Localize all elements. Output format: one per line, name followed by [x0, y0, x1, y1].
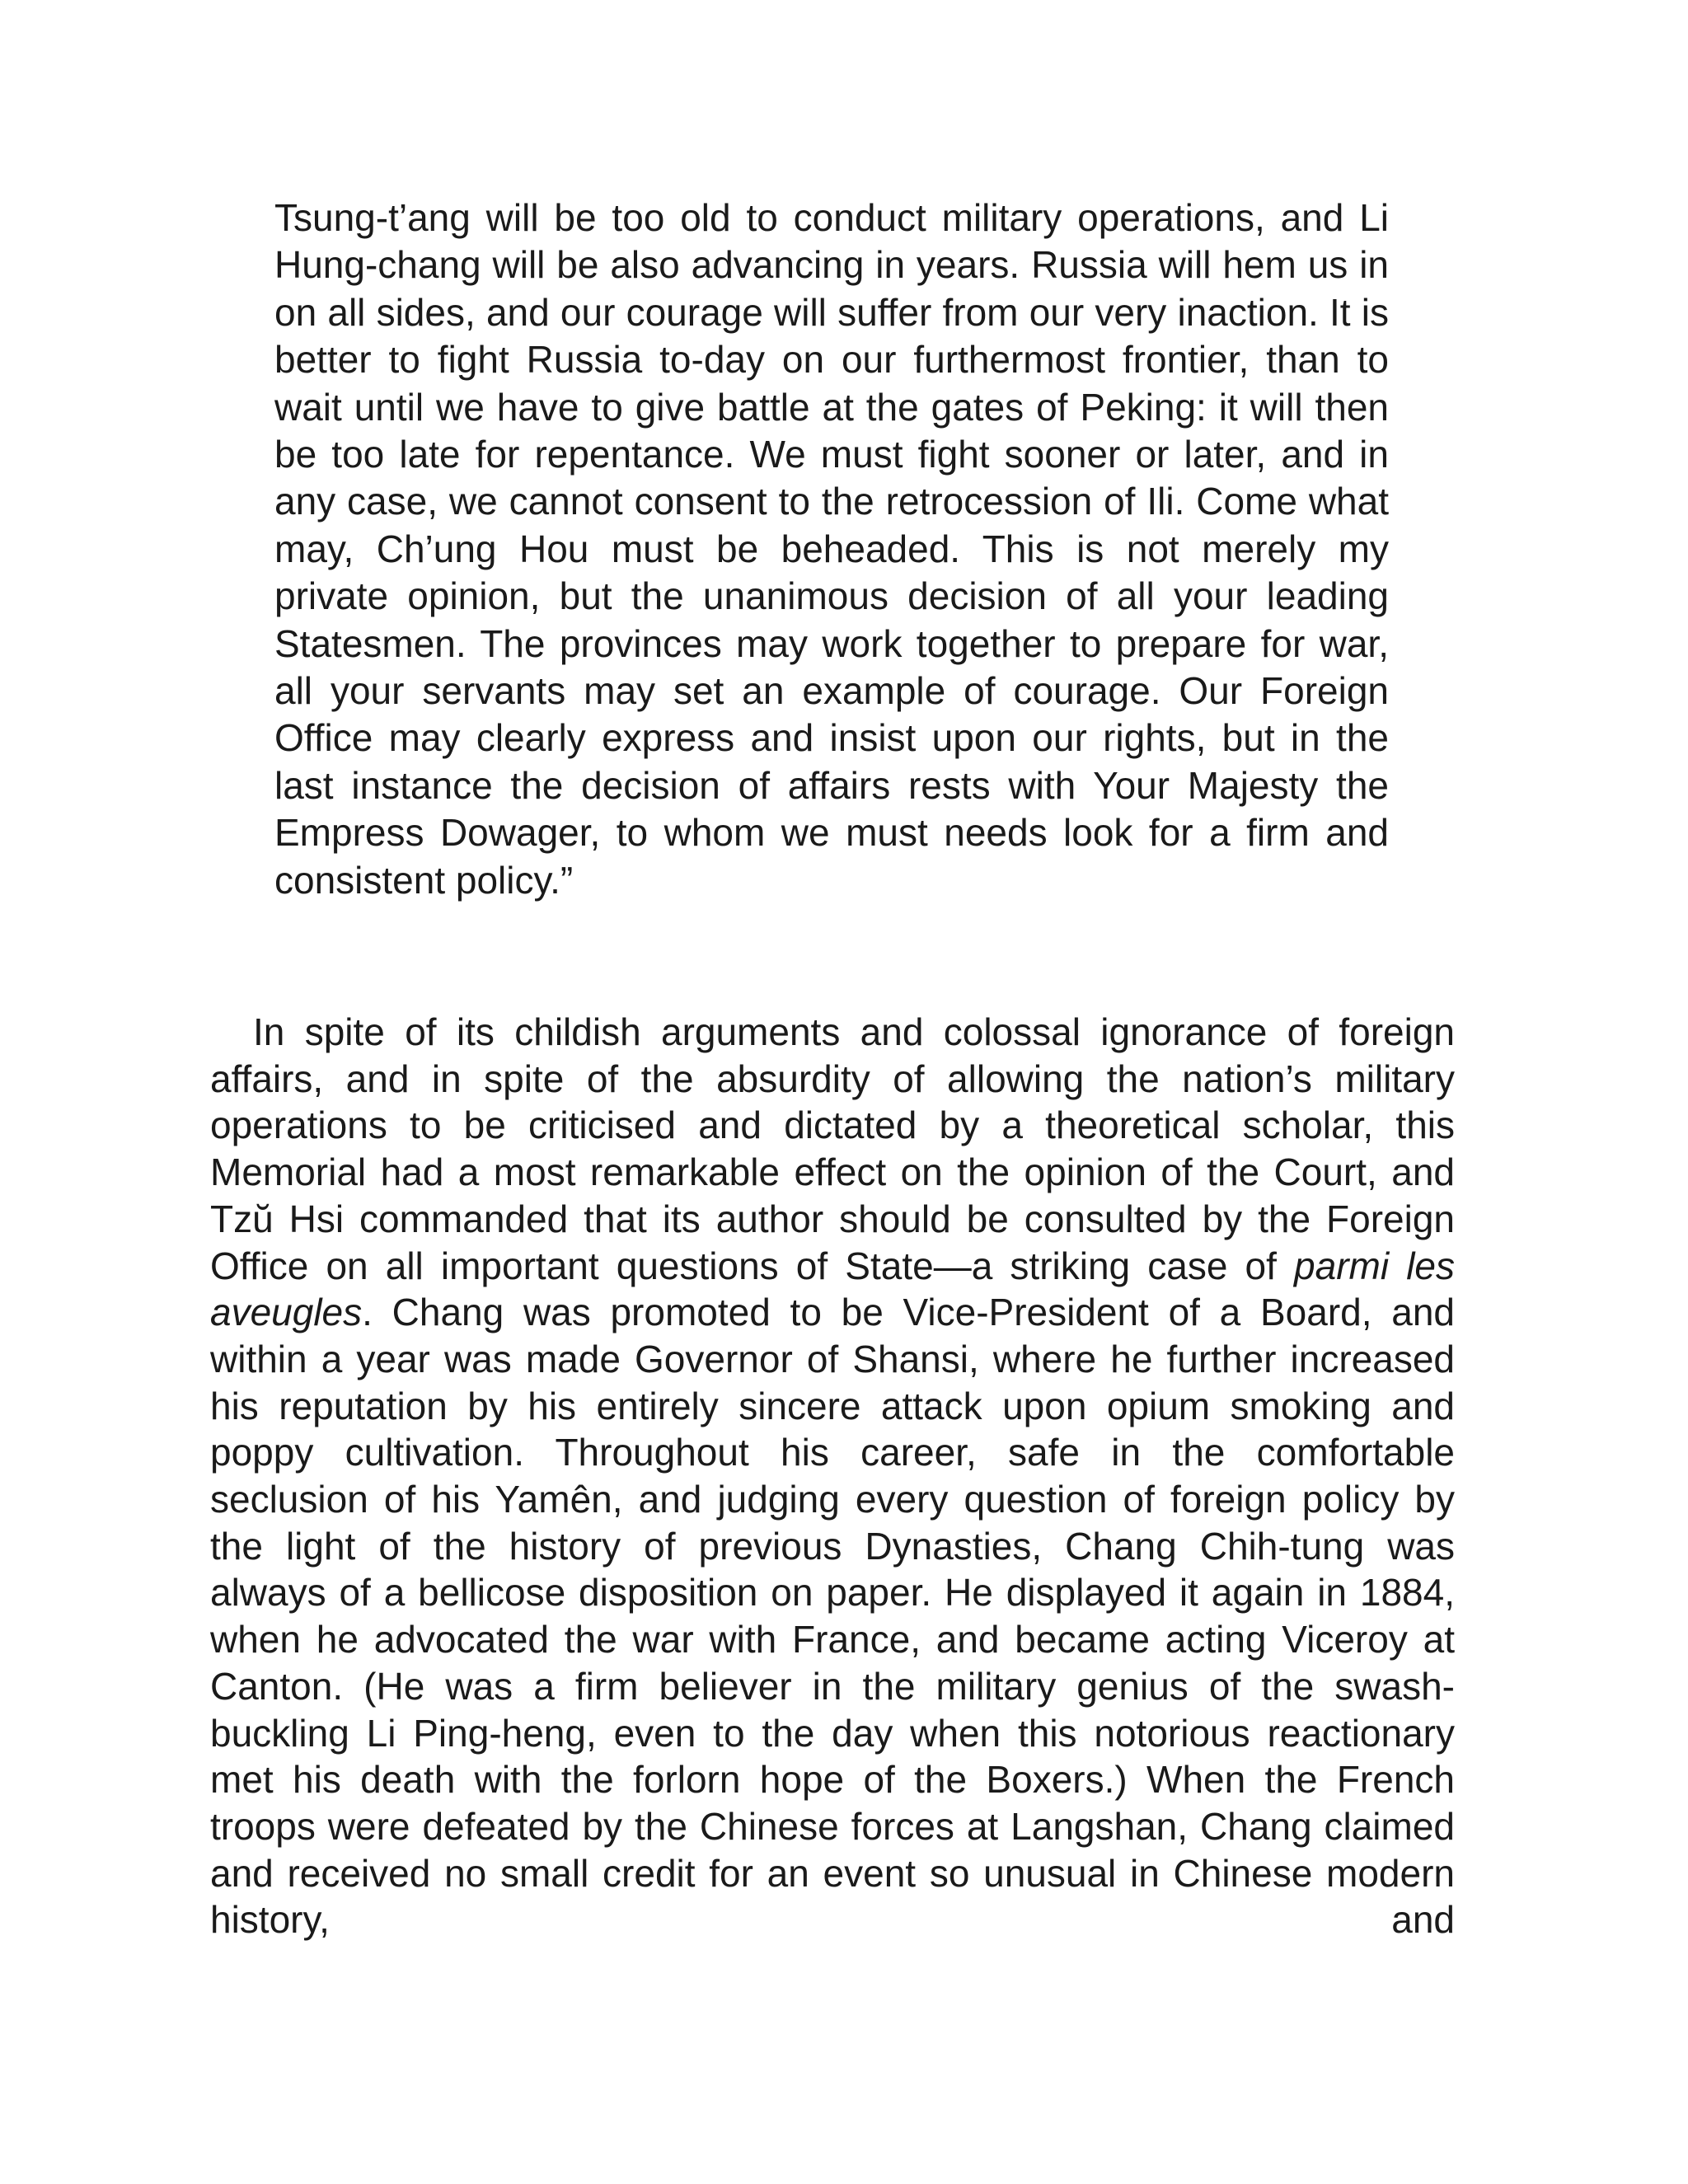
memorial-quote: Tsung-t’ang will be too old to conduct military operations, and Li Hung-chang will be also advancing in years. Russia will hem us in on all sides, and our courage will suffer from our very inaction. It is better to fight Russia to-day on our furthermost frontier, than to wait until we have to give battle at the gates of Peking: it will then be too late for repentance. We must fight sooner or later, and in any case, we cannot consent to the retrocession of Ili. Come what may, Ch’ung Hou must be beheaded. This is not merely my private opinion, but the unanimous decision of all your leading Statesmen. The provinces may work together to prepare for war, all your servants may set an example of courage. Our Foreign Office may clearly express and insist upon our rights, but in the last instance the decision of affairs rests with Your Majesty the Empress Dowager, to whom we must needs look for a firm and consistent policy.” — [274, 196, 1389, 902]
italic-phrase: parmi les aveugles — [210, 1244, 1456, 1334]
paragraph-text-end: . Chang was promoted to be Vice-President of a Board, and within a year was made Governor of Shansi, where he further increased his reputation by his entirely sincere attack upon opium smoking and poppy cultivation. Throughout his career, safe in the comfortable seclusion of his Yamên, and judging every question of foreign policy by the light of the history of previous Dynasties, Chang Chih-tung was always of a bellicose disposition on paper. He displayed it again in 1884, when he advocated the war with France, and became acting Viceroy at Canton. (He was a firm believer in the military genius of the swash-buckling Li Ping-heng, even to the day when this notorious reactionary met his death with the forlorn hope of the Boxers.) When the French troops were defeated by the Chinese forces at Langshan, Chang claimed and received no small credit for an event so unusual in Chinese modern history, and — [210, 1291, 1455, 1942]
paragraph-text-start: In spite of its childish arguments and colossal ignorance of foreign affairs, and in spite of the absurdity of allowing the nation’s military operations to be criticised and dictated by a theoretical scholar, this Memorial had a most remarkable effect on the opinion of the Court, and Tzŭ Hsi commanded that its author should be consulted by the Foreign Office on all important questions of State—a striking case of — [210, 1010, 1455, 1287]
body-paragraph — [210, 1009, 1455, 1943]
